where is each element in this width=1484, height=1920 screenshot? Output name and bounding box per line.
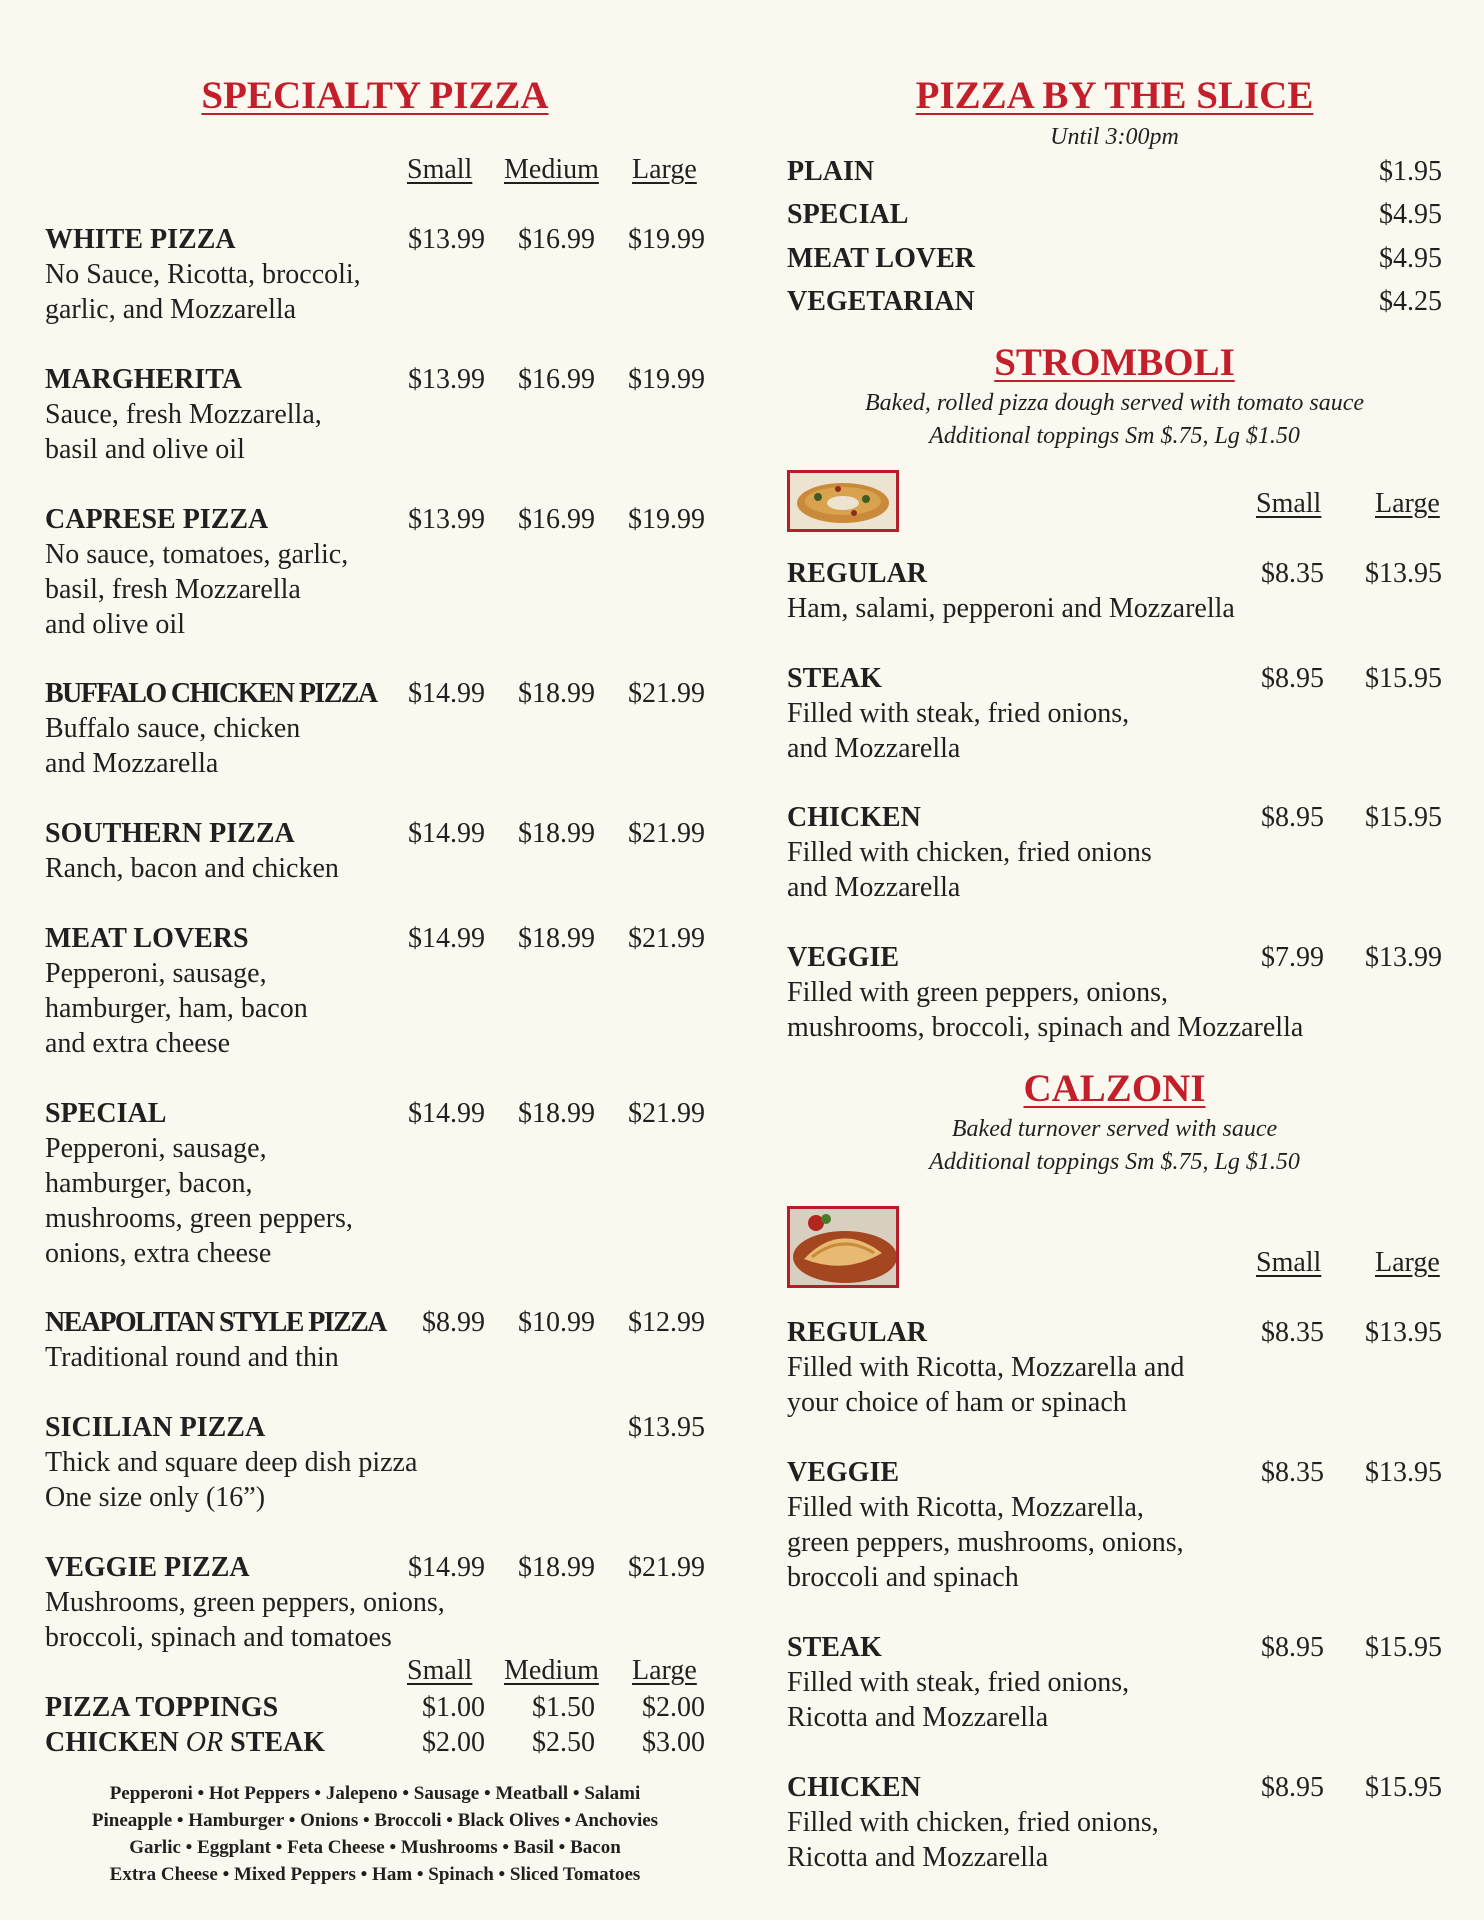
price-small: $14.99 <box>408 678 485 709</box>
price-medium: $18.99 <box>518 1098 595 1129</box>
item-description <box>787 696 1442 766</box>
item-description <box>787 1665 1442 1735</box>
description-line: Filled with Ricotta, Mozzarella and <box>787 1352 1185 1383</box>
item-name: PLAIN <box>787 156 875 187</box>
toppings-size-header-large: Large <box>632 1655 697 1686</box>
price-small: $8.95 <box>1261 1632 1324 1663</box>
toppings-line: Extra Cheese • Mixed Peppers • Ham • Spinach • Sliced Tomatoes <box>109 1864 641 1885</box>
description-line: Mushrooms, green peppers, onions, <box>45 1587 445 1618</box>
price-small: $8.99 <box>422 1307 485 1338</box>
toppings-size-header-medium: Medium <box>504 1655 599 1686</box>
description-line: Thick and square deep dish pizza <box>45 1447 418 1478</box>
item-name: STEAK <box>787 663 882 694</box>
menu-item-buffalo-chicken-pizza <box>45 676 705 781</box>
item-prices <box>407 362 705 401</box>
item-description <box>787 975 1442 1045</box>
item-price: $4.25 <box>1379 286 1442 317</box>
price-medium: $16.99 <box>518 504 595 535</box>
calzoni-item-veggie <box>787 1455 1442 1595</box>
item-description <box>45 537 705 642</box>
price-large: $13.95 <box>628 1412 705 1443</box>
item-name: MEAT LOVER <box>787 243 975 274</box>
description-line: No Sauce, Ricotta, broccoli, <box>45 259 361 290</box>
calzoni-note: Baked turnover served with sauce <box>951 1116 1278 1142</box>
item-prices <box>1224 800 1442 839</box>
description-line: and extra cheese <box>45 1028 230 1059</box>
item-name: BUFFALO CHICKEN PIZZA <box>45 678 377 709</box>
price-small: $7.99 <box>1261 942 1324 973</box>
price-large: $15.95 <box>1365 663 1442 694</box>
item-description <box>787 1490 1442 1595</box>
description-line: basil, fresh Mozzarella <box>45 574 301 605</box>
item-prices <box>1224 1630 1442 1669</box>
price-large: $3.00 <box>642 1727 705 1758</box>
description-line: mushrooms, broccoli, spinach and Mozzarella <box>787 1012 1304 1043</box>
item-name: SPECIAL <box>787 199 909 230</box>
price-large: $15.95 <box>1365 1632 1442 1663</box>
description-line: Ham, salami, pepperoni and Mozzarella <box>787 593 1235 624</box>
price-medium: $1.50 <box>532 1692 595 1723</box>
calzone-photo <box>787 1206 899 1288</box>
item-description <box>787 835 1442 905</box>
item-description <box>45 397 705 467</box>
item-prices <box>1224 940 1442 979</box>
menu-item-meat-lovers <box>45 921 705 1061</box>
price-small: $8.35 <box>1261 1457 1324 1488</box>
price-small: $14.99 <box>408 923 485 954</box>
menu-item-southern-pizza <box>45 816 705 886</box>
description-line: Buffalo sauce, chicken <box>45 713 301 744</box>
description-line: Ricotta and Mozzarella <box>787 1842 1049 1873</box>
item-name: SOUTHERN PIZZA <box>45 818 295 849</box>
price-large: $19.99 <box>628 224 705 255</box>
description-line: No sauce, tomatoes, garlic, <box>45 539 349 570</box>
price-medium: $18.99 <box>518 1552 595 1583</box>
description-line: Pepperoni, sausage, <box>45 958 267 989</box>
price-large: $21.99 <box>628 923 705 954</box>
description-line: Filled with steak, fried onions, <box>787 698 1130 729</box>
item-prices <box>407 1725 705 1764</box>
item-description <box>45 1131 705 1271</box>
slice-note: Until 3:00pm <box>1050 124 1179 150</box>
calzone-image <box>790 1209 896 1285</box>
price-small: $13.99 <box>408 224 485 255</box>
item-prices <box>1224 661 1442 700</box>
price-small: $14.99 <box>408 818 485 849</box>
item-prices <box>407 921 705 960</box>
toppings-size-header-small: Small <box>407 1655 473 1686</box>
right-column <box>787 0 1442 1920</box>
menu-item-caprese-pizza <box>45 502 705 642</box>
description-line: and Mozzarella <box>787 872 961 903</box>
item-name: REGULAR <box>787 1317 928 1348</box>
description-line: and Mozzarella <box>787 733 961 764</box>
item-name: CAPRESE PIZZA <box>45 504 269 535</box>
item-description <box>787 1805 1442 1875</box>
item-name: STEAK <box>787 1632 882 1663</box>
stromboli-item-regular <box>787 556 1442 626</box>
item-name: MARGHERITA <box>45 364 243 395</box>
price-small: $8.35 <box>1261 1317 1324 1348</box>
calzoni-size-header-small: Small <box>1256 1247 1322 1278</box>
price-small: $13.99 <box>408 364 485 395</box>
description-line: Filled with steak, fried onions, <box>787 1667 1130 1698</box>
item-description <box>45 851 705 886</box>
item-name: VEGETARIAN <box>787 286 975 317</box>
item-prices <box>407 1410 705 1449</box>
item-name: REGULAR <box>787 558 928 589</box>
price-small: $8.35 <box>1261 558 1324 589</box>
slice-item-special <box>787 197 1442 232</box>
description-line: Filled with chicken, fried onions, <box>787 1807 1159 1838</box>
price-medium: $18.99 <box>518 678 595 709</box>
price-large: $13.95 <box>1365 558 1442 589</box>
description-line: Sauce, fresh Mozzarella, <box>45 399 322 430</box>
description-line: Ricotta and Mozzarella <box>787 1702 1049 1733</box>
price-medium: $16.99 <box>518 364 595 395</box>
item-prices <box>1224 556 1442 595</box>
price-medium: $18.99 <box>518 923 595 954</box>
calzoni-item-steak <box>787 1630 1442 1735</box>
price-small: $8.95 <box>1261 1772 1324 1803</box>
item-name: MEAT LOVERS <box>45 923 249 954</box>
item-price: $1.95 <box>1379 156 1442 187</box>
item-description <box>45 1340 705 1375</box>
price-small: $8.95 <box>1261 802 1324 833</box>
description-line: and olive oil <box>45 609 185 640</box>
description-line: One size only (16”) <box>45 1482 266 1513</box>
price-large: $21.99 <box>628 1552 705 1583</box>
price-small: $14.99 <box>408 1552 485 1583</box>
description-line: onions, extra cheese <box>45 1238 272 1269</box>
price-small: $8.95 <box>1261 663 1324 694</box>
item-prices <box>1224 1455 1442 1494</box>
item-prices <box>407 1550 705 1589</box>
price-small: $13.99 <box>408 504 485 535</box>
item-name: SPECIAL <box>45 1098 167 1129</box>
description-line: Filled with chicken, fried onions <box>787 837 1152 868</box>
name-or: OR <box>185 1727 224 1758</box>
stromboli-heading: STROMBOLI <box>994 341 1235 384</box>
menu-item-veggie-pizza <box>45 1550 705 1655</box>
description-line: basil and olive oil <box>45 434 245 465</box>
item-name: SICILIAN PIZZA <box>45 1412 266 1443</box>
toppings-list <box>45 1780 705 1888</box>
stromboli-photo <box>787 470 899 532</box>
stromboli-image <box>790 473 896 529</box>
item-name: VEGGIE PIZZA <box>45 1552 250 1583</box>
price-large: $19.99 <box>628 504 705 535</box>
calzoni-item-chicken <box>787 1770 1442 1875</box>
item-description <box>45 711 705 781</box>
item-description <box>45 257 705 327</box>
item-prices <box>407 222 705 261</box>
item-name: VEGGIE <box>787 942 900 973</box>
description-line: your choice of ham or spinach <box>787 1387 1127 1418</box>
price-medium: $2.50 <box>532 1727 595 1758</box>
stromboli-item-chicken <box>787 800 1442 905</box>
price-medium: $18.99 <box>518 818 595 849</box>
pizza-toppings-row <box>45 1690 705 1725</box>
menu-item-special <box>45 1096 705 1271</box>
stromboli-size-header-large: Large <box>1375 488 1440 519</box>
stromboli-size-header-small: Small <box>1256 488 1322 519</box>
item-price: $4.95 <box>1379 243 1442 274</box>
item-description <box>787 591 1442 626</box>
item-prices <box>407 1690 705 1729</box>
item-prices <box>1224 1315 1442 1354</box>
item-name: VEGGIE <box>787 1457 900 1488</box>
description-line: mushrooms, green peppers, <box>45 1203 353 1234</box>
item-price: $4.95 <box>1379 199 1442 230</box>
price-medium: $16.99 <box>518 224 595 255</box>
item-name: PIZZA TOPPINGS <box>45 1692 279 1723</box>
description-line: hamburger, ham, bacon <box>45 993 308 1024</box>
calzoni-heading: CALZONI <box>1023 1067 1206 1110</box>
description-line: Filled with Ricotta, Mozzarella, <box>787 1492 1144 1523</box>
toppings-line: Garlic • Eggplant • Feta Cheese • Mushrooms • Basil • Bacon <box>129 1837 621 1858</box>
toppings-line: Pineapple • Hamburger • Onions • Broccoli • Black Olives • Anchovies <box>91 1810 659 1831</box>
calzoni-item-regular <box>787 1315 1442 1420</box>
item-prices <box>407 676 705 715</box>
item-description <box>45 956 705 1061</box>
item-prices <box>407 1096 705 1135</box>
description-line: hamburger, bacon, <box>45 1168 253 1199</box>
specialty-pizza-heading: SPECIALTY PIZZA <box>201 74 549 117</box>
size-header-medium: Medium <box>504 154 599 185</box>
item-prices <box>407 502 705 541</box>
item-name: NEAPOLITAN STYLE PIZZA <box>45 1307 386 1338</box>
item-name: CHICKEN <box>787 802 921 833</box>
slice-item-vegetarian <box>787 284 1442 319</box>
price-large: $21.99 <box>628 1098 705 1129</box>
price-small: $1.00 <box>422 1692 485 1723</box>
price-large: $2.00 <box>642 1692 705 1723</box>
price-large: $19.99 <box>628 364 705 395</box>
description-line: Traditional round and thin <box>45 1342 339 1373</box>
description-line: and Mozzarella <box>45 748 219 779</box>
item-prices <box>407 1305 705 1344</box>
price-large: $15.95 <box>1365 802 1442 833</box>
price-small: $2.00 <box>422 1727 485 1758</box>
slice-item-plain <box>787 154 1442 189</box>
slice-item-meat-lover <box>787 241 1442 276</box>
calzoni-toppings-note: Additional toppings Sm $.75, Lg $1.50 <box>929 1149 1300 1175</box>
price-large: $15.95 <box>1365 1772 1442 1803</box>
specialty-pizza-section <box>45 0 705 1920</box>
pizza-by-the-slice-heading: PIZZA BY THE SLICE <box>915 74 1314 117</box>
item-name: CHICKEN <box>787 1772 921 1803</box>
price-large: $21.99 <box>628 818 705 849</box>
menu-item-margherita <box>45 362 705 467</box>
description-line: Pepperoni, sausage, <box>45 1133 267 1164</box>
description-line: green peppers, mushrooms, onions, <box>787 1527 1184 1558</box>
price-large: $13.95 <box>1365 1457 1442 1488</box>
toppings-line: Pepperoni • Hot Peppers • Jalepeno • Sausage • Meatball • Salami <box>109 1783 641 1804</box>
stromboli-item-veggie <box>787 940 1442 1045</box>
description-line: broccoli and spinach <box>787 1562 1019 1593</box>
item-prices <box>1224 1770 1442 1809</box>
item-name: WHITE PIZZA <box>45 224 236 255</box>
description-line: Filled with green peppers, onions, <box>787 977 1169 1008</box>
stromboli-note: Baked, rolled pizza dough served with tomato sauce <box>864 390 1365 416</box>
name-part: STEAK <box>223 1727 326 1758</box>
stromboli-item-steak <box>787 661 1442 766</box>
price-large: $13.95 <box>1365 1317 1442 1348</box>
item-description <box>45 1585 705 1655</box>
price-medium: $10.99 <box>518 1307 595 1338</box>
menu-item-white-pizza <box>45 222 705 327</box>
price-large: $12.99 <box>628 1307 705 1338</box>
price-large: $21.99 <box>628 678 705 709</box>
price-small: $14.99 <box>408 1098 485 1129</box>
description-line: garlic, and Mozzarella <box>45 294 297 325</box>
price-large: $13.99 <box>1365 942 1442 973</box>
stromboli-toppings-note: Additional toppings Sm $.75, Lg $1.50 <box>929 423 1300 449</box>
description-line: broccoli, spinach and tomatoes <box>45 1622 392 1653</box>
description-line: Ranch, bacon and chicken <box>45 853 339 884</box>
size-header-large: Large <box>632 154 697 185</box>
chicken-or-steak-row <box>45 1725 705 1760</box>
menu-item-neapolitan-style-pizza <box>45 1305 705 1375</box>
item-description <box>787 1350 1442 1420</box>
size-header-small: Small <box>407 154 473 185</box>
menu-item-sicilian-pizza <box>45 1410 705 1515</box>
item-description <box>45 1445 705 1515</box>
item-prices <box>407 816 705 855</box>
name-part: CHICKEN <box>45 1727 186 1758</box>
calzoni-size-header-large: Large <box>1375 1247 1440 1278</box>
